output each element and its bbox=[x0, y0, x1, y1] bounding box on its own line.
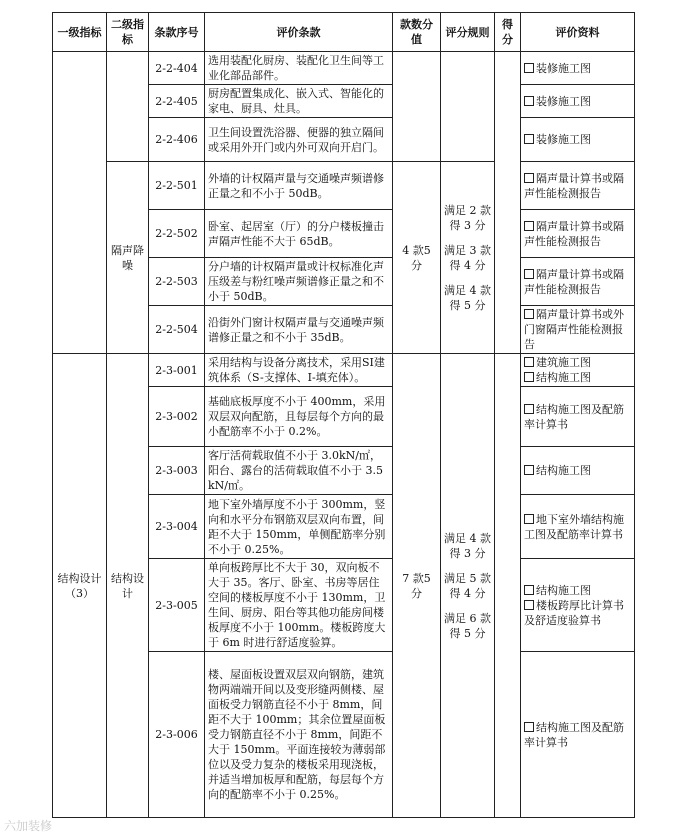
rule-text: 满足 4 款得 3 分 bbox=[444, 531, 491, 560]
doc-label: 隔声量计算书或隔声性能检测报告 bbox=[524, 219, 624, 248]
level1-cell: 结构设计（3） bbox=[53, 354, 107, 818]
table-row bbox=[53, 354, 635, 387]
clause-code: 2-2-501 bbox=[149, 162, 205, 210]
doc-item bbox=[524, 94, 631, 109]
doc-label: 建筑施工图 bbox=[536, 356, 591, 369]
clause-text: 楼、屋面板设置双层双向钢筋，建筑物两端端开间以及变形缝两侧楼、屋面板受力钢筋直径不小于 8mm，间距不大于 100mm；其余位置屋面板受力钢筋直径不小于 8mm，间距不大于 150mm。平面连接较为薄弱部位以及受力复杂的楼板采用现浇板，并适当增加板厚和配筋，每层每个方向的配筋率不小于 0.25%。 bbox=[205, 652, 393, 818]
clause-code: 2-3-003 bbox=[149, 447, 205, 495]
clause-text: 分户墙的计权隔声量或计权标准化声压级差与粉红噪声频谱修正量之和不小于 50dB。 bbox=[205, 258, 393, 306]
rule-cell bbox=[441, 162, 495, 354]
rule-text: 满足 5 款得 4 分 bbox=[444, 571, 491, 600]
docs-cell bbox=[521, 354, 635, 387]
doc-item bbox=[524, 219, 631, 249]
checkbox-icon[interactable] bbox=[524, 722, 534, 732]
header-rule: 评分规则 bbox=[441, 13, 495, 52]
doc-item bbox=[524, 267, 631, 297]
checkbox-icon[interactable] bbox=[524, 309, 534, 319]
rule-text: 满足 4 款得 5 分 bbox=[444, 283, 491, 312]
checkbox-icon[interactable] bbox=[524, 357, 534, 367]
doc-item bbox=[524, 307, 631, 352]
clause-code: 2-2-406 bbox=[149, 118, 205, 162]
doc-label: 装修施工图 bbox=[536, 94, 591, 108]
header-docs: 评价资料 bbox=[521, 13, 635, 52]
docs-cell bbox=[521, 559, 635, 652]
docs-cell bbox=[521, 52, 635, 85]
rule-text: 满足 6 款得 5 分 bbox=[444, 611, 491, 640]
doc-label: 隔声量计算书或隔声性能检测报告 bbox=[524, 171, 624, 200]
level2-cell: 隔声降噪 bbox=[107, 162, 149, 354]
checkbox-icon[interactable] bbox=[524, 173, 534, 183]
clause-text: 单向板跨厚比不大于 30，双向板不大于 35。客厅、卧室、书房等居住空间的楼板厚度不小于 130mm，卫生间、厨房、阳台等其他功能房间楼板厚度不小于 100mm。楼板跨度大于 6m 时进行舒适度验算。 bbox=[205, 559, 393, 652]
clause-text: 厨房配置集成化、嵌入式、智能化的家电、厨具、灶具。 bbox=[205, 85, 393, 118]
level1-cell bbox=[53, 52, 107, 354]
checkbox-icon[interactable] bbox=[524, 404, 534, 414]
score-cell bbox=[495, 52, 521, 354]
docs-cell bbox=[521, 162, 635, 210]
header-count: 款数分值 bbox=[393, 13, 441, 52]
clause-text: 选用装配化厨房、装配化卫生间等工业化部品部件。 bbox=[205, 52, 393, 85]
doc-item bbox=[524, 132, 631, 147]
doc-item bbox=[524, 370, 631, 385]
header-level2: 二级指标 bbox=[107, 13, 149, 52]
rule-cell bbox=[441, 52, 495, 162]
header-score: 得分 bbox=[495, 13, 521, 52]
doc-item bbox=[524, 355, 631, 370]
count-cell bbox=[393, 52, 441, 162]
doc-item bbox=[524, 720, 631, 750]
clause-text: 沿街外门窗计权隔声量与交通噪声频谱修正量之和不小于 35dB。 bbox=[205, 306, 393, 354]
clause-code: 2-3-006 bbox=[149, 652, 205, 818]
doc-label: 隔声量计算书或外门窗隔声性能检测报告 bbox=[524, 308, 624, 351]
rule-cell bbox=[441, 354, 495, 818]
checkbox-icon[interactable] bbox=[524, 221, 534, 231]
doc-label: 结构施工图及配筋率计算书 bbox=[524, 720, 624, 749]
clause-code: 2-2-502 bbox=[149, 210, 205, 258]
doc-label: 装修施工图 bbox=[536, 133, 591, 146]
checkbox-icon[interactable] bbox=[524, 585, 534, 595]
clause-code: 2-2-503 bbox=[149, 258, 205, 306]
doc-item bbox=[524, 463, 631, 478]
clause-text: 采用结构与设备分离技术，采用SI建筑体系（S-支撑体、I-填充体）。 bbox=[205, 354, 393, 387]
clause-text: 卫生间设置洗浴器、便器的独立隔间或采用外开门或内外可双向开启门。 bbox=[205, 118, 393, 162]
clause-code: 2-2-504 bbox=[149, 306, 205, 354]
docs-cell bbox=[521, 118, 635, 162]
doc-label: 结构施工图 bbox=[536, 371, 591, 384]
evaluation-table bbox=[52, 12, 635, 818]
doc-item bbox=[524, 583, 631, 598]
docs-cell bbox=[521, 258, 635, 306]
clause-code: 2-2-405 bbox=[149, 85, 205, 118]
clause-text: 卧室、起居室（厅）的分户楼板撞击声隔声性能不大于 65dB。 bbox=[205, 210, 393, 258]
count-cell: 7 款5 分 bbox=[393, 354, 441, 818]
docs-cell bbox=[521, 210, 635, 258]
clause-code: 2-3-002 bbox=[149, 387, 205, 447]
checkbox-icon[interactable] bbox=[524, 134, 534, 144]
rule-text: 满足 3 款得 4 分 bbox=[444, 243, 491, 272]
clause-code: 2-3-004 bbox=[149, 495, 205, 559]
doc-label: 结构施工图及配筋率计算书 bbox=[524, 402, 624, 431]
table-row bbox=[53, 52, 635, 85]
header-row bbox=[53, 13, 635, 52]
table-row bbox=[53, 162, 635, 210]
level2-cell bbox=[107, 52, 149, 162]
doc-label: 楼板跨厚比计算书及舒适度验算书 bbox=[524, 598, 624, 627]
clause-text: 客厅活荷载取值不小于 3.0kN/㎡，阳台、露台的活荷载取值不小于 3.5kN/㎡。 bbox=[205, 447, 393, 495]
doc-label: 结构施工图 bbox=[536, 464, 591, 477]
checkbox-icon[interactable] bbox=[524, 372, 534, 382]
docs-cell bbox=[521, 387, 635, 447]
docs-cell bbox=[521, 85, 635, 118]
docs-cell bbox=[521, 306, 635, 354]
level2-cell: 结构设计 bbox=[107, 354, 149, 818]
rule-text: 满足 2 款得 3 分 bbox=[444, 203, 491, 232]
count-cell: 4 款5 分 bbox=[393, 162, 441, 354]
score-cell bbox=[495, 354, 521, 818]
checkbox-icon[interactable] bbox=[524, 514, 534, 524]
doc-item bbox=[524, 598, 631, 628]
doc-label: 装修施工图 bbox=[536, 61, 591, 75]
clause-code: 2-3-005 bbox=[149, 559, 205, 652]
clause-code: 2-3-001 bbox=[149, 354, 205, 387]
doc-item bbox=[524, 512, 631, 542]
checkbox-icon[interactable] bbox=[524, 96, 534, 106]
checkbox-icon[interactable] bbox=[524, 600, 534, 610]
docs-cell bbox=[521, 447, 635, 495]
checkbox-icon[interactable] bbox=[524, 63, 534, 73]
doc-label: 地下室外墙结构施工图及配筋率计算书 bbox=[524, 512, 624, 541]
doc-label: 隔声量计算书或隔声性能检测报告 bbox=[524, 267, 624, 296]
docs-cell bbox=[521, 495, 635, 559]
clause-text: 地下室外墙厚度不小于 300mm，竖向和水平分布钢筋双层双向布置，间距不大于 150mm，单侧配筋率分别不小于 0.25%。 bbox=[205, 495, 393, 559]
table-body bbox=[53, 52, 635, 818]
checkbox-icon[interactable] bbox=[524, 269, 534, 279]
docs-cell bbox=[521, 652, 635, 818]
watermark: 六加装修 bbox=[4, 819, 53, 833]
clause-code: 2-2-404 bbox=[149, 52, 205, 85]
doc-label: 结构施工图 bbox=[536, 583, 591, 597]
header-clause: 评价条款 bbox=[205, 13, 393, 52]
clause-text: 外墙的计权隔声量与交通噪声频谱修正量之和不小于 50dB。 bbox=[205, 162, 393, 210]
checkbox-icon[interactable] bbox=[524, 465, 534, 475]
doc-item bbox=[524, 61, 631, 76]
clause-text: 基础底板厚度不小于 400mm，采用双层双向配筋，且每层每个方向的最小配筋率不小于 0.2%。 bbox=[205, 387, 393, 447]
doc-item bbox=[524, 402, 631, 432]
header-level1: 一级指标 bbox=[53, 13, 107, 52]
doc-item bbox=[524, 171, 631, 201]
header-clause-no: 条款序号 bbox=[149, 13, 205, 52]
